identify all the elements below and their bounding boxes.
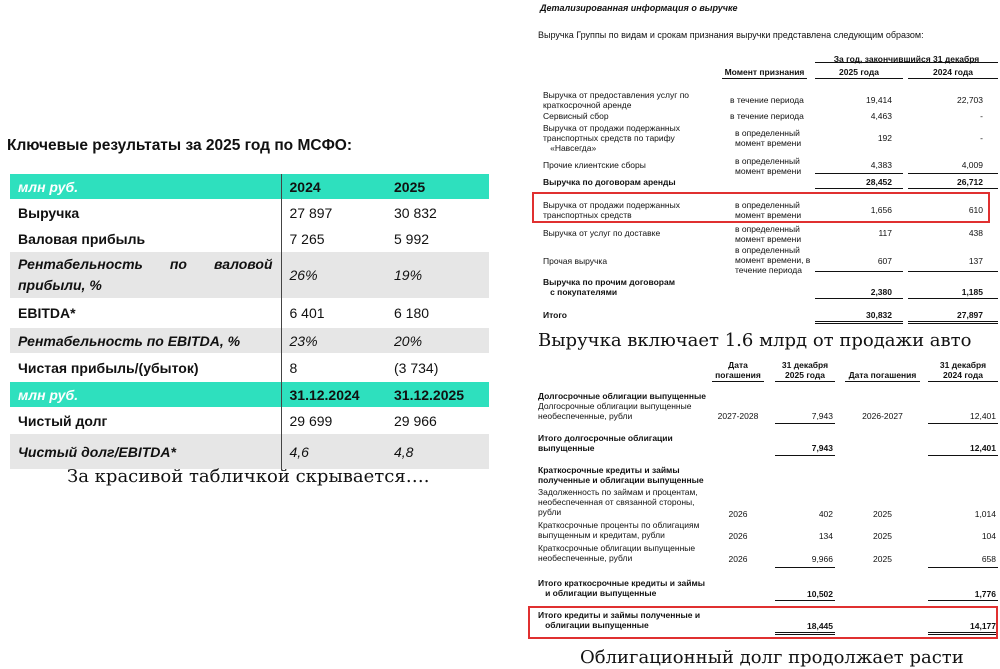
bond-total-2025: 18,445 bbox=[807, 621, 833, 631]
row-value-2025: 5 992 bbox=[386, 226, 489, 252]
row-value-2024: 7 265 bbox=[281, 226, 386, 252]
row-label: Валовая прибыль bbox=[10, 226, 281, 252]
revenue-value-2024: 1,185 bbox=[961, 287, 983, 297]
revenue-value-2025: 4,463 bbox=[870, 111, 892, 121]
revenue-row-label: Выручка по прочим договорам с покупателями bbox=[543, 277, 676, 297]
table-row bbox=[10, 199, 489, 226]
revenue-value-2025: 4,383 bbox=[870, 160, 892, 170]
revenue-value-2025: 117 bbox=[878, 228, 892, 238]
bonds-caption: Облигационный долг продолжает расти bbox=[580, 647, 964, 668]
revenue-row-moment: в определенный момент времени bbox=[735, 224, 802, 244]
revenue-value-2024: 22,703 bbox=[957, 95, 983, 105]
bond-value-2025: 10,502 bbox=[807, 589, 833, 599]
row-label: Чистый долг/EBITDA* bbox=[10, 434, 281, 469]
bond-maturity-2024: 2026-2027 bbox=[862, 411, 903, 421]
left-caption: За красивой табличкой скрывается…. bbox=[67, 466, 430, 487]
row-label: Чистая прибыль/(убыток) bbox=[10, 353, 281, 382]
bond-value-2025: 134 bbox=[818, 531, 833, 541]
row-label: Рентабельность по EBITDA, % bbox=[10, 328, 281, 353]
row-value-2025: 20% bbox=[386, 328, 489, 353]
row-value-2025: 29 966 bbox=[386, 407, 489, 434]
table-row bbox=[10, 252, 489, 298]
header-year-2025: 2025 bbox=[386, 174, 489, 199]
bond-maturity-2024: 2025 bbox=[873, 531, 892, 541]
row-value-2025: 19% bbox=[386, 252, 489, 298]
bond-maturity-2024: 2025 bbox=[873, 509, 892, 519]
subtotal-rule bbox=[775, 455, 835, 456]
bond-value-2025: 7,943 bbox=[811, 411, 833, 421]
header-rule bbox=[845, 381, 920, 382]
subtotal-rule bbox=[775, 423, 835, 424]
revenue-row-moment: в течение периода bbox=[730, 111, 804, 121]
col-2024-header: 2024 года bbox=[933, 67, 973, 77]
subtotal-rule bbox=[928, 423, 998, 424]
table-row bbox=[10, 226, 489, 252]
col-2025-header: 31 декабря 2025 года bbox=[781, 360, 829, 380]
revenue-row-label: Выручка от услуг по доставке bbox=[543, 228, 661, 238]
revenue-caption: Выручка включает 1.6 млрд от продажи авто bbox=[538, 330, 972, 351]
bond-value-2024: 1,014 bbox=[974, 509, 996, 519]
row-value-2025: 6 180 bbox=[386, 298, 489, 328]
key-results-title: Ключевые результаты за 2025 год по МСФО: bbox=[7, 137, 353, 154]
revenue-row-moment: в определенный момент времени, в течение периода bbox=[735, 245, 811, 275]
revenue-value-2025: 28,452 bbox=[866, 177, 892, 187]
revenue-value-2024: 4,009 bbox=[961, 160, 983, 170]
header-rule bbox=[815, 78, 903, 79]
bond-value-2024: 1,776 bbox=[974, 589, 996, 599]
table-row bbox=[10, 298, 489, 328]
revenue-row-label: Сервисный сбор bbox=[543, 111, 609, 121]
header-rule bbox=[908, 78, 998, 79]
row-value-2024: 29 699 bbox=[281, 407, 386, 434]
row-label: EBITDA* bbox=[10, 298, 281, 328]
header-date-2024: 31.12.2024 bbox=[281, 382, 386, 407]
revenue-value-2025: 1,656 bbox=[870, 205, 892, 215]
revenue-intro-text: Выручка Группы по видам и срокам признания выручки представлена следующим образом: bbox=[538, 30, 924, 40]
revenue-row-moment: в определенный момент времени bbox=[735, 200, 802, 220]
key-results-table bbox=[10, 174, 490, 469]
row-value-2025: 30 832 bbox=[386, 199, 489, 226]
subtotal-rule bbox=[908, 298, 998, 299]
bond-value-2024: 12,401 bbox=[970, 443, 996, 453]
bond-subtotal-label: Итого долгосрочные облигации выпущенные bbox=[538, 433, 673, 453]
revenue-section-title: Детализированная информация о выручке bbox=[540, 3, 738, 13]
subtotal-rule bbox=[815, 188, 903, 189]
bond-total-2024: 14,177 bbox=[970, 621, 996, 631]
revenue-value-2024: 438 bbox=[968, 228, 983, 238]
revenue-row-label: Выручка от продажи подержанных транспортных средств по тарифу «Навсегда» bbox=[543, 123, 680, 153]
revenue-total-2025: 30,832 bbox=[866, 310, 892, 320]
subtotal-rule bbox=[928, 455, 998, 456]
revenue-row-label: Выручка по договорам аренды bbox=[543, 177, 676, 187]
revenue-value-2025: 192 bbox=[877, 133, 892, 143]
revenue-value-2024: 26,712 bbox=[957, 177, 983, 187]
bond-section-label: Долгосрочные облигации выпущенные bbox=[538, 391, 707, 401]
header-unit-label: млн руб. bbox=[10, 174, 281, 199]
period-header: За год, закончившийся 31 декабря bbox=[833, 54, 980, 64]
subtotal-rule bbox=[775, 600, 835, 601]
revenue-value-2024: 610 bbox=[968, 205, 983, 215]
header-date-2025: 31.12.2025 bbox=[386, 382, 489, 407]
bond-value-2025: 402 bbox=[818, 509, 833, 519]
subtotal-rule bbox=[928, 600, 998, 601]
revenue-row-moment: в течение периода bbox=[730, 95, 804, 105]
total-double-rule bbox=[815, 321, 903, 324]
subtotal-rule bbox=[775, 567, 835, 568]
row-label: Чистый долг bbox=[10, 407, 281, 434]
subtotal-rule bbox=[815, 173, 903, 174]
col-2024-header: 31 декабря 2024 года bbox=[939, 360, 987, 380]
col-maturity-header: Дата погашения bbox=[715, 360, 761, 380]
bond-row-label: Долгосрочные облигации выпущенные необеспеченные, рубли bbox=[538, 401, 692, 421]
subtotal-rule bbox=[928, 567, 998, 568]
bond-value-2025: 7,943 bbox=[811, 443, 833, 453]
table-row bbox=[10, 407, 489, 434]
row-label: Рентабельность по валовой прибыли, % bbox=[10, 252, 281, 298]
bond-value-2024: 12,401 bbox=[970, 411, 996, 421]
bond-value-2024: 658 bbox=[981, 554, 996, 564]
header-unit-label: млн руб. bbox=[10, 382, 281, 407]
row-value-2024: 23% bbox=[281, 328, 386, 353]
table-row bbox=[10, 353, 489, 382]
revenue-total-label: Итого bbox=[543, 310, 567, 320]
bond-maturity-2025: 2027-2028 bbox=[717, 411, 759, 421]
highlight-box-used-car-sales bbox=[532, 192, 990, 223]
row-value-2025: (3 734) bbox=[386, 353, 489, 382]
header-year-2024: 2024 bbox=[281, 174, 386, 199]
row-value-2024: 4,6 bbox=[281, 434, 386, 469]
revenue-row-label: Выручка от продажи подержанных транспортных средств bbox=[543, 200, 680, 220]
bond-row-label: Краткосрочные облигации выпущенные необеспеченные, рубли bbox=[538, 543, 696, 563]
row-value-2024: 27 897 bbox=[281, 199, 386, 226]
bond-maturity-2025: 2026 bbox=[728, 531, 748, 541]
bond-value-2025: 9,966 bbox=[811, 554, 833, 564]
row-value-2024: 6 401 bbox=[281, 298, 386, 328]
bond-section-label: Краткосрочные кредиты и займы полученные и облигации выпущенные bbox=[538, 465, 704, 485]
revenue-value-2025: 607 bbox=[877, 256, 892, 266]
bond-total-label: Итого кредиты и займы полученные и облигации выпущенные bbox=[538, 610, 701, 630]
subtotal-rule bbox=[908, 271, 998, 272]
col-maturity2-header: Дата погашения bbox=[848, 370, 917, 380]
table-row bbox=[10, 434, 489, 469]
col-2025-header: 2025 года bbox=[839, 67, 879, 77]
col-recognition-header: Момент признания bbox=[724, 67, 805, 77]
row-value-2024: 26% bbox=[281, 252, 386, 298]
bond-value-2024: 104 bbox=[981, 531, 996, 541]
table-header-row bbox=[10, 382, 489, 407]
revenue-row-label: Прочие клиентские сборы bbox=[543, 160, 646, 170]
bond-maturity-2025: 2026 bbox=[728, 509, 748, 519]
bond-row-label: Задолженность по займам и процентам, необеспеченная от связанной стороны, рубли bbox=[538, 487, 698, 517]
revenue-value-2024: - bbox=[980, 133, 983, 143]
highlight-box-total-debt bbox=[528, 606, 998, 639]
header-rule bbox=[722, 78, 807, 79]
row-value-2024: 8 bbox=[281, 353, 386, 382]
revenue-row-label: Выручка от предоставления услуг по краткосрочной аренде bbox=[543, 90, 690, 110]
subtotal-rule bbox=[908, 173, 998, 174]
total-double-rule bbox=[908, 321, 998, 324]
header-rule bbox=[775, 381, 835, 382]
bond-row-label: Краткосрочные проценты по облигациям выпущенным и кредитам, рубли bbox=[538, 520, 700, 540]
row-value-2025: 4,8 bbox=[386, 434, 489, 469]
subtotal-rule bbox=[815, 298, 903, 299]
header-rule bbox=[928, 381, 998, 382]
revenue-value-2024: - bbox=[980, 111, 983, 121]
revenue-row-moment: в определенный момент времени bbox=[735, 128, 802, 148]
bond-subtotal-label: Итого краткосрочные кредиты и займы и облигации выпущенные bbox=[538, 578, 705, 598]
table-row bbox=[10, 328, 489, 353]
revenue-value-2025: 2,380 bbox=[870, 287, 892, 297]
bond-maturity-2025: 2026 bbox=[728, 554, 748, 564]
revenue-value-2025: 19,414 bbox=[866, 95, 892, 105]
subtotal-rule bbox=[908, 188, 998, 189]
row-label: Выручка bbox=[10, 199, 281, 226]
bond-maturity-2024: 2025 bbox=[873, 554, 892, 564]
revenue-value-2024: 137 bbox=[968, 256, 983, 266]
table-header-row bbox=[10, 174, 489, 199]
header-rule bbox=[712, 381, 764, 382]
revenue-row-moment: в определенный момент времени bbox=[735, 156, 802, 176]
revenue-row-label: Прочая выручка bbox=[543, 256, 608, 266]
subtotal-rule bbox=[815, 271, 903, 272]
revenue-total-2024: 27,897 bbox=[957, 310, 983, 320]
